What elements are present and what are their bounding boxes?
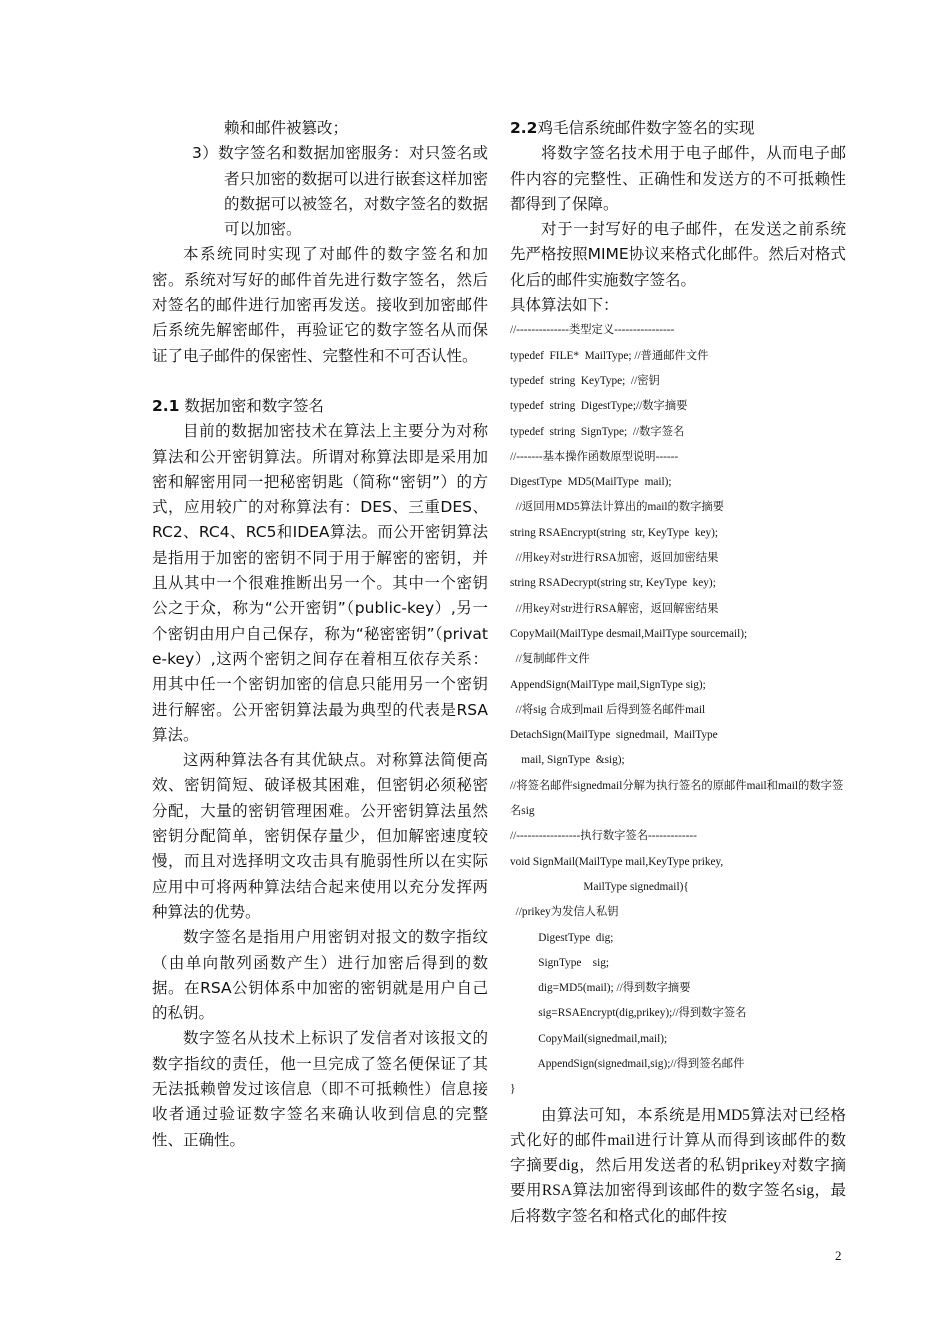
code-line: AppendSign(signedmail,sig);//得到签名邮件 (510, 1057, 745, 1070)
code-line: AppendSign(MailType mail,SignType sig); (510, 678, 706, 691)
section-title: 鸡毛信系统邮件数字签名的实现 (537, 119, 755, 137)
code-line: DigestType dig; (510, 931, 614, 944)
section-title: 数据加密和数字签名 (179, 396, 324, 415)
list-item-2-continuation: 赖和邮件被篡改； (224, 119, 349, 137)
code-line: dig=MD5(mail); //得到数字摘要 (510, 982, 691, 995)
code-line: void SignMail(MailType mail,KeyType prikey, (510, 855, 724, 868)
paragraph: 由算法可知，本系统是用MD5算法对已经格式化好的邮件mail进行计算从而得到该邮件的数字摘要dig，然后用发送者的私钥prikey对数字摘要用RSA算法加密得到该邮件的数字签名sig，最后将数字签名和格式化的邮件按 (510, 1106, 846, 1225)
code-line: DetachSign(MailType signedmail, MailType (510, 729, 718, 742)
code-line: typedef string DigestType;//数字摘要 (510, 400, 688, 413)
paragraph: 将数字签名技术用于电子邮件，从而电子邮件内容的完整性、正确性和发送方的不可抵赖性都得到了保障。 (510, 144, 846, 213)
right-column (510, 116, 846, 1229)
paragraph: 对于一封写好的电子邮件，在发送之前系统先严格按照MIME协议来格式化邮件。然后对格式化后的邮件实施数字签名。 (510, 220, 846, 289)
code-line: //用key对str进行RSA解密，返回解密结果 (510, 602, 719, 615)
code-line: sig=RSAEncrypt(dig,prikey);//得到数字签名 (510, 1007, 747, 1020)
code-line: //返回用MD5算法计算出的mail的数字摘要 (510, 501, 725, 514)
code-line: //用key对str进行RSA加密，返回加密结果 (510, 552, 719, 565)
code-line: //-----------------执行数字签名------------- (510, 830, 697, 843)
code-line: DigestType MD5(MailType mail); (510, 476, 672, 489)
paragraph: 数字签名从技术上标识了发信者对该报文的数字指纹的责任，他一旦完成了签名便保证了其无法抵赖曾发过该信息（即不可抵赖性）信息接收者通过验证数字签名来确认收到信息的完整性、正确性。 (152, 1029, 488, 1149)
section-number: 2.1 (152, 396, 180, 415)
section-heading-2-1 (152, 394, 488, 419)
spacer (152, 369, 488, 394)
code-line: //-------基本操作函数原型说明------ (510, 450, 679, 463)
code-line: CopyMail(MailType desmail,MailType sourcemail); (510, 627, 748, 640)
code-line: typedef FILE* MailType; //普通邮件文件 (510, 349, 709, 362)
code-line: typedef string SignType; //数字签名 (510, 425, 685, 438)
section-heading-2-2 (510, 116, 846, 141)
list-item-3: 3）数字签名和数据加密服务：对只签名或者只加密的数据可以进行嵌套这样加密的数据可以被签名，对数字签名的数据可以加密。 (192, 144, 488, 239)
page-number: 2 (835, 1248, 842, 1263)
code-line: MailType signedmail){ (510, 880, 689, 893)
code-comment-wrapped: //将签名邮件signedmail分解为执行签名的原邮件mail和mail的数字签名sig (510, 779, 844, 818)
code-line: //复制邮件文件 (510, 653, 590, 666)
code-line: //--------------类型定义---------------- (510, 324, 675, 337)
code-line: string RSADecrypt(string str, KeyType key); (510, 577, 716, 590)
paragraph: 这两种算法各有其优缺点。对称算法简便高效、密钥简短、破译极其困难，但密钥必须秘密分配，大量的密钥管理困难。公开密钥算法虽然密钥分配简单，密钥保存量少，但加解密速度较慢，而且对选择明文攻击具有脆弱性所以在实际应用中可将两种算法结合起来使用以充分发挥两种算法的优势。 (152, 751, 488, 921)
paragraph: 具体算法如下： (510, 296, 619, 315)
left-column (152, 116, 488, 1153)
code-line: typedef string KeyType; //密钥 (510, 374, 660, 387)
section-number: 2.2 (510, 119, 538, 137)
code-line: CopyMail(signedmail,mail); (510, 1032, 668, 1045)
paragraph: 目前的数据加密技术在算法上主要分为对称算法和公开密钥算法。所谓对称算法即是采用加密和解密用同一把秘密钥匙（简称“密钥”）的方式，应用较广的对称算法有：DES、三重DES、RC2、RC4、RC5和IDEA算法。而公开密钥算法是指用于加密的密钥不同于用于解密的密钥，并且从其中一个很难推断出另一个。其中一个密钥公之于众，称为“公开密钥”（public-key）,另一个密钥由用户自己保存，称为“秘密密钥”（private-key）,这两个密钥之间存在着相互依存关系：用其中任一个密钥加密的信息只能用另一个密钥进行解密。公开密钥算法最为典型的代表是RSA算法。 (152, 422, 488, 744)
code-line: string RSAEncrypt(string str, KeyType key); (510, 526, 719, 539)
code-line: SignType sig; (510, 956, 610, 969)
paragraph: 数字签名是指用户用密钥对报文的数字指纹（由单向散列函数产生）进行加密后得到的数据。在RSA公钥体系中加密的密钥就是用户自己的私钥。 (152, 928, 488, 1023)
code-line: } (510, 1083, 516, 1096)
code-line: //prikey为发信人私钥 (510, 906, 619, 919)
paragraph: 本系统同时实现了对邮件的数字签名和加密。系统对写好的邮件首先进行数字签名，然后对签名的邮件进行加密再发送。接收到加密邮件后系统先解密邮件，再验证它的数字签名从而保证了电子邮件的保密性、完整性和不可否认性。 (152, 245, 488, 365)
code-line: mail, SignType &sig); (510, 754, 625, 767)
code-line: //将sig 合成到mail 后得到签名邮件mail (510, 703, 706, 716)
code-block (510, 318, 846, 1102)
